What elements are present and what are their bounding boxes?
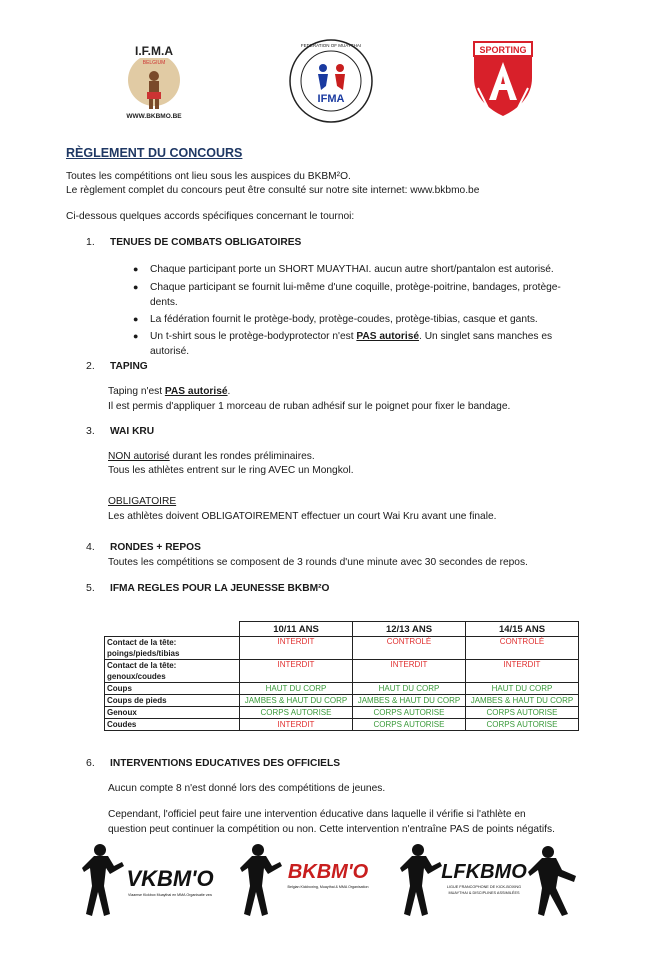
bkbmo-logo bbox=[238, 842, 378, 922]
section-text bbox=[108, 450, 315, 464]
section-text: Toutes les compétitions se composent de 3 rounds d'une minute avec 30 secondes de repos. bbox=[108, 557, 528, 568]
section-number: 1. bbox=[86, 236, 95, 248]
table-row bbox=[105, 660, 579, 683]
table-cell: CONTROLÉ bbox=[353, 637, 466, 660]
bullet-icon: ● bbox=[133, 282, 139, 292]
text-part: Taping n'est bbox=[108, 386, 165, 397]
section-title: TENUES DE COMBATS OBLIGATOIRES bbox=[110, 237, 302, 248]
bkbmo-belgium-logo bbox=[118, 40, 190, 122]
bullet-text: dents. bbox=[150, 297, 178, 308]
table-cell: JAMBES & HAUT DU CORP bbox=[466, 695, 579, 707]
section-number: 6. bbox=[86, 757, 95, 769]
svg-text:IFMA: IFMA bbox=[317, 93, 345, 105]
section-text: Aucun compte 8 n'est donné lors des compétitions de jeunes. bbox=[108, 783, 386, 794]
bullet-text: Chaque participant porte un SHORT MUAYTHAI. aucun autre short/pantalon est autorisé. bbox=[150, 264, 554, 275]
section-text bbox=[108, 385, 230, 399]
table-cell: INTERDIT bbox=[240, 660, 353, 683]
section-subheading: OBLIGATOIRE bbox=[108, 496, 177, 507]
bullet-emphasis: PAS autorisé bbox=[356, 331, 420, 342]
bullet-text: autorisé. bbox=[150, 346, 190, 357]
page-title: RÈGLEMENT DU CONCOURS bbox=[66, 146, 243, 160]
table-cell: HAUT DU CORP bbox=[466, 683, 579, 695]
bullet-text-part: Un t-shirt sous le protège-bodyprotector n'est bbox=[150, 331, 357, 342]
row-label: Coudes bbox=[105, 719, 240, 731]
text-part: durant les rondes préliminaires. bbox=[169, 451, 315, 462]
svg-text:FEDERATION OF MUAYTHAI: FEDERATION OF MUAYTHAI bbox=[300, 43, 362, 48]
svg-text:Belgian Kickboxing, Muaythai &: Belgian Kickboxing, Muaythai & MMA Organisation bbox=[287, 885, 369, 889]
intro-line: Ci-dessous quelques accords spécifiques concernant le tournoi: bbox=[66, 211, 355, 222]
svg-text:BKBM'O: BKBM'O bbox=[287, 861, 369, 883]
ifma-logo bbox=[288, 38, 374, 124]
section-title: INTERVENTIONS EDUCATIVES DES OFFICIELS bbox=[110, 758, 340, 769]
bullet-text bbox=[150, 329, 590, 344]
text-emphasis: PAS autorisé bbox=[164, 386, 228, 397]
svg-text:I.F.M.A: I.F.M.A bbox=[135, 44, 173, 58]
section-text: Tous les athlètes entrent sur le ring AVEC un Mongkol. bbox=[108, 465, 354, 476]
table-header: 12/13 ANS bbox=[353, 622, 466, 637]
bullet-icon: ● bbox=[133, 314, 139, 324]
bullet-icon: ● bbox=[133, 264, 139, 274]
table-row bbox=[105, 683, 579, 695]
row-label-line: Contact de la tête: bbox=[107, 638, 177, 647]
text-part: . bbox=[227, 386, 231, 397]
table-corner bbox=[105, 622, 240, 637]
row-label: Coups de pieds bbox=[105, 695, 240, 707]
section-text: Cependant, l'officiel peut faire une intervention éducative dans laquelle il vérifie si l'athlète en bbox=[108, 809, 526, 820]
intro-line: Le règlement complet du concours peut être consulté sur notre site internet: www.bkbmo.be bbox=[66, 185, 480, 196]
table-cell: CORPS AUTORISE bbox=[353, 707, 466, 719]
bullet-text-part: . Un singlet sans manches es bbox=[419, 331, 553, 342]
table-cell: INTERDIT bbox=[240, 719, 353, 731]
row-label: Coups bbox=[105, 683, 240, 695]
youth-rules-table bbox=[104, 621, 579, 731]
row-label-line: genoux/coudes bbox=[107, 672, 166, 681]
intro-line: Toutes les compétitions ont lieu sous les auspices du BKBM²O. bbox=[66, 171, 351, 182]
bullet-text: Chaque participant se fournit lui-même d'une coquille, protège-poitrine, bandages, protège- bbox=[150, 282, 561, 293]
svg-text:LIGUE FRANCOPHONE DE KICK-BOXI: LIGUE FRANCOPHONE DE KICK-BOXING bbox=[446, 885, 522, 889]
text-emphasis: NON autorisé bbox=[108, 451, 170, 462]
table-row bbox=[105, 695, 579, 707]
table-row bbox=[105, 719, 579, 731]
table-cell: CONTROLÉ bbox=[466, 637, 579, 660]
table-header: 10/11 ANS bbox=[240, 622, 353, 637]
sporting-logo bbox=[470, 38, 536, 118]
section-number: 5. bbox=[86, 582, 95, 594]
table-cell: INTERDIT bbox=[240, 637, 353, 660]
row-label bbox=[105, 660, 240, 683]
section-text: question peut continuer la compétition ou non. Cette intervention n'entraîne PAS de points négatifs. bbox=[108, 824, 555, 835]
table-cell: JAMBES & HAUT DU CORP bbox=[240, 695, 353, 707]
table-cell: INTERDIT bbox=[466, 660, 579, 683]
svg-text:LFKBMO: LFKBMO bbox=[441, 861, 527, 883]
svg-text:VKBM'O: VKBM'O bbox=[126, 866, 214, 891]
section-text: Il est permis d'appliquer 1 morceau de ruban adhésif sur le poignet pour fixer le bandage. bbox=[108, 401, 511, 412]
section-number: 3. bbox=[86, 425, 95, 437]
section-title: IFMA REGLES POUR LA JEUNESSE BKBM²O bbox=[110, 583, 330, 594]
section-number: 4. bbox=[86, 541, 95, 553]
svg-text:SPORTING: SPORTING bbox=[479, 45, 527, 55]
table-cell: CORPS AUTORISE bbox=[466, 707, 579, 719]
row-label: Genoux bbox=[105, 707, 240, 719]
header-logos bbox=[0, 34, 668, 124]
table-cell: INTERDIT bbox=[353, 660, 466, 683]
table-cell: HAUT DU CORP bbox=[353, 683, 466, 695]
bullet-text: La fédération fournit le protège-body, protège-coudes, protège-tibias, casque et gants. bbox=[150, 314, 538, 325]
svg-text:WWW.BKBMO.BE: WWW.BKBMO.BE bbox=[126, 113, 182, 120]
section-text: Les athlètes doivent OBLIGATOIREMENT effectuer un court Wai Kru avant une finale. bbox=[108, 511, 497, 522]
section-title: TAPING bbox=[110, 361, 148, 372]
table-row bbox=[105, 637, 579, 660]
row-label-line: poings/pieds/tibias bbox=[107, 649, 180, 658]
table-header: 14/15 ANS bbox=[466, 622, 579, 637]
table-row bbox=[105, 707, 579, 719]
table-cell: CORPS AUTORISE bbox=[240, 707, 353, 719]
svg-text:BELGIUM: BELGIUM bbox=[142, 60, 166, 66]
bullet-icon: ● bbox=[133, 331, 139, 341]
row-label-line: Contact de la tête: bbox=[107, 661, 177, 670]
table-cell: HAUT DU CORP bbox=[240, 683, 353, 695]
footer-logos bbox=[0, 842, 668, 924]
vkbmo-logo bbox=[80, 842, 220, 922]
row-label bbox=[105, 637, 240, 660]
table-cell: CORPS AUTORISE bbox=[353, 719, 466, 731]
svg-text:Vlaamse Kickbox Muaythai en MM: Vlaamse Kickbox Muaythai en MMA Organisatie vzw bbox=[128, 893, 212, 897]
section-title: WAI KRU bbox=[110, 426, 155, 437]
table-header-row bbox=[105, 622, 579, 637]
table-cell: CORPS AUTORISE bbox=[466, 719, 579, 731]
section-title: RONDES + REPOS bbox=[110, 542, 201, 553]
lfkbmo-logo bbox=[398, 842, 578, 922]
svg-text:MUAYTHAI & DISCIPLINES ASSIMIL: MUAYTHAI & DISCIPLINES ASSIMILÉES bbox=[448, 891, 520, 895]
table-cell: JAMBES & HAUT DU CORP bbox=[353, 695, 466, 707]
section-number: 2. bbox=[86, 360, 95, 372]
